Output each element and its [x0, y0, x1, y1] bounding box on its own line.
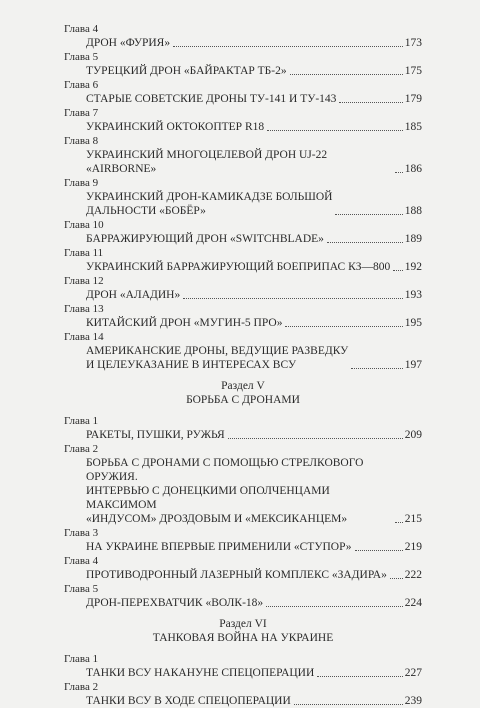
- page-number: 185: [404, 121, 422, 133]
- chapter-title: ТАНКИ ВСУ В ХОДЕ СПЕЦОПЕРАЦИИ: [86, 695, 291, 707]
- page-number: 192: [404, 261, 422, 273]
- chapter-title: АМЕРИКАНСКИЕ ДРОНЫ, ВЕДУЩИЕ РАЗВЕДКУ И ЦЕЛЕУКАЗАНИЕ В ИНТЕРЕСАХ ВСУ: [86, 345, 349, 371]
- chapter-label: Глава 9: [64, 177, 99, 189]
- dot-leader: [294, 704, 403, 705]
- page-number: 173: [404, 37, 422, 49]
- section-heading: Раздел VI: [219, 618, 267, 630]
- toc-entry[interactable]: [64, 568, 422, 582]
- chapter-title: ПРОТИВОДРОННЫЙ ЛАЗЕРНЫЙ КОМПЛЕКС «ЗАДИРА»: [86, 569, 387, 581]
- dot-leader: [266, 606, 403, 607]
- page-number: 209: [404, 429, 422, 441]
- chapter-label: Глава 5: [64, 583, 99, 595]
- chapter-label: Глава 8: [64, 135, 99, 147]
- section-title: ТАНКОВАЯ ВОЙНА НА УКРАИНЕ: [152, 632, 334, 644]
- chapter-title: УКРАИНСКИЙ ОКТОКОПТЕР R18: [86, 121, 265, 133]
- dot-leader: [267, 130, 403, 131]
- toc-entry[interactable]: [64, 36, 422, 50]
- dot-leader: [395, 522, 403, 523]
- dot-leader: [339, 102, 402, 103]
- chapter-title: ДРОН-ПЕРЕХВАТЧИК «ВОЛК-18»: [86, 597, 264, 609]
- chapter-label: Глава 4: [64, 555, 99, 567]
- chapter-title: НА УКРАИНЕ ВПЕРВЫЕ ПРИМЕНИЛИ «СТУПОР»: [86, 541, 352, 553]
- page-number: 215: [404, 513, 422, 525]
- dot-leader: [335, 214, 402, 215]
- chapter-title: УКРАИНСКИЙ МНОГОЦЕЛЕВОЙ ДРОН UJ-22 «AIRBORNE»: [86, 149, 328, 175]
- section-heading: Раздел V: [221, 380, 265, 392]
- dot-leader: [173, 46, 403, 47]
- page-number: 189: [404, 233, 422, 245]
- toc-entry[interactable]: [64, 64, 422, 78]
- toc-entry[interactable]: [64, 456, 422, 526]
- toc-entry[interactable]: [64, 232, 422, 246]
- dot-leader: [393, 270, 402, 271]
- toc-entry[interactable]: [64, 148, 422, 176]
- chapter-title: КИТАЙСКИЙ ДРОН «МУГИН-5 ПРО»: [86, 317, 283, 329]
- chapter-title: ДРОН «ФУРИЯ»: [86, 37, 171, 49]
- chapter-label: Глава 1: [64, 653, 99, 665]
- page-number: 224: [404, 597, 422, 609]
- toc-entry[interactable]: [64, 260, 422, 274]
- page-number: 193: [404, 289, 422, 301]
- page-number: 195: [404, 317, 422, 329]
- toc-entry[interactable]: [64, 288, 422, 302]
- page-number: 186: [404, 163, 422, 175]
- toc-entry[interactable]: [64, 540, 422, 554]
- chapter-title: УКРАИНСКИЙ БАРРАЖИРУЮЩИЙ БОЕПРИПАС КЗ—800: [86, 261, 391, 273]
- chapter-title: ДРОН «АЛАДИН»: [86, 289, 181, 301]
- dot-leader: [317, 676, 402, 677]
- chapter-label: Глава 6: [64, 79, 99, 91]
- page-number: 175: [404, 65, 422, 77]
- page-number: 227: [404, 667, 422, 679]
- chapter-title: БОРЬБА С ДРОНАМИ С ПОМОЩЬЮ СТРЕЛКОВОГО ОРУЖИЯ. ИНТЕРВЬЮ С ДОНЕЦКИМИ ОПОЛЧЕНЦАМИ МАКСИМОМ «ИНДУСОМ» ДРОЗДОВЫМ И «МЕКСИКАНЦЕМ»: [86, 457, 364, 525]
- section-title: БОРЬБА С ДРОНАМИ: [186, 394, 300, 406]
- toc-entry[interactable]: [64, 120, 422, 134]
- chapter-label: Глава 2: [64, 443, 99, 455]
- chapter-label: Глава 14: [64, 331, 104, 343]
- chapter-label: Глава 5: [64, 51, 99, 63]
- dot-leader: [290, 74, 403, 75]
- dot-leader: [183, 298, 403, 299]
- dot-leader: [285, 326, 402, 327]
- dot-leader: [390, 578, 403, 579]
- page-number: 239: [404, 695, 422, 707]
- chapter-title: СТАРЫЕ СОВЕТСКИЕ ДРОНЫ ТУ-141 И ТУ-143: [86, 93, 337, 105]
- chapter-title: РАКЕТЫ, ПУШКИ, РУЖЬЯ: [86, 429, 225, 441]
- toc-entry[interactable]: [64, 596, 422, 610]
- dot-leader: [351, 368, 402, 369]
- toc-entry[interactable]: [64, 344, 422, 372]
- page-number: 197: [404, 359, 422, 371]
- chapter-label: Глава 13: [64, 303, 104, 315]
- page-number: 222: [404, 569, 422, 581]
- toc-entry[interactable]: [64, 316, 422, 330]
- chapter-title: ТУРЕЦКИЙ ДРОН «БАЙРАКТАР ТБ-2»: [86, 65, 287, 77]
- dot-leader: [395, 172, 403, 173]
- chapter-label: Глава 1: [64, 415, 99, 427]
- dot-leader: [228, 438, 403, 439]
- toc-entry[interactable]: [64, 92, 422, 106]
- table-of-contents: [64, 22, 422, 708]
- chapter-title: УКРАИНСКИЙ ДРОН-КАМИКАДЗЕ БОЛЬШОЙ ДАЛЬНОСТИ «БОБЁР»: [86, 191, 333, 217]
- chapter-title: ТАНКИ ВСУ НАКАНУНЕ СПЕЦОПЕРАЦИИ: [86, 667, 315, 679]
- chapter-label: Глава 11: [64, 247, 104, 259]
- chapter-label: Глава 2: [64, 681, 99, 693]
- chapter-label: Глава 3: [64, 527, 99, 539]
- toc-entry[interactable]: [64, 428, 422, 442]
- page-number: 179: [404, 93, 422, 105]
- chapter-label: Глава 10: [64, 219, 104, 231]
- dot-leader: [327, 242, 403, 243]
- page-number: 188: [404, 205, 422, 217]
- toc-entry[interactable]: [64, 694, 422, 708]
- chapter-label: Глава 12: [64, 275, 104, 287]
- toc-entry[interactable]: [64, 190, 422, 218]
- chapter-label: Глава 4: [64, 23, 99, 35]
- toc-entry[interactable]: [64, 666, 422, 680]
- dot-leader: [355, 550, 403, 551]
- chapter-label: Глава 7: [64, 107, 99, 119]
- page-number: 219: [404, 541, 422, 553]
- chapter-title: БАРРАЖИРУЮЩИЙ ДРОН «SWITCHBLADE»: [86, 233, 324, 245]
